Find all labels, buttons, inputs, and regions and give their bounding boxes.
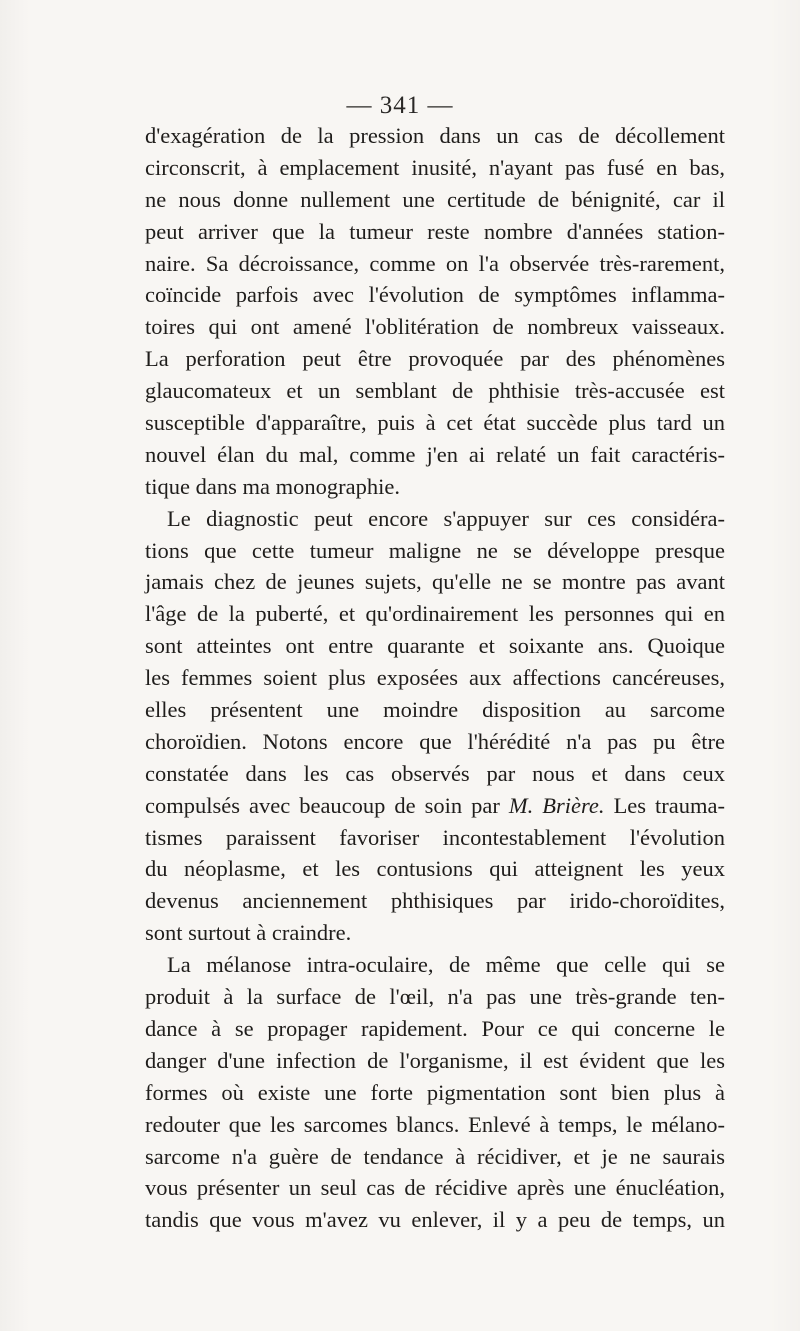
text-line: susceptible d'apparaître, puis à cet état succède plus tard un bbox=[145, 410, 725, 436]
text-line: naire. Sa décroissance, comme on l'a observée très-rarement, bbox=[145, 250, 725, 276]
text-line bbox=[145, 790, 725, 822]
text-line: peut arriver que la tumeur reste nombre d'années station- bbox=[145, 218, 725, 244]
text-line: redouter que les sarcomes blancs. Enlevé à temps, le mélano- bbox=[145, 1111, 725, 1137]
text-line: circonscrit, à emplacement inusité, n'ayant pas fusé en bas, bbox=[145, 154, 725, 180]
text-line: danger d'une infection de l'organisme, il est évident que les bbox=[145, 1047, 725, 1073]
body-text bbox=[145, 120, 725, 1236]
text-line: choroïdien. Notons encore que l'hérédité n'a pas pu être bbox=[145, 728, 725, 754]
text-line: sont surtout à craindre. bbox=[145, 920, 352, 946]
text-line: La perforation peut être provoquée par des phénomènes bbox=[145, 346, 725, 372]
text-line: sarcome n'a guère de tendance à récidiver, et je ne saurais bbox=[145, 1143, 725, 1169]
text-line: vous présenter un seul cas de récidive après une énucléation, bbox=[145, 1175, 725, 1201]
text-line: nouvel élan du mal, comme j'en ai relaté un fait caractéris- bbox=[145, 441, 725, 467]
text-line: l'âge de la puberté, et qu'ordinairement les personnes qui en bbox=[145, 601, 725, 627]
text-line: tions que cette tumeur maligne ne se développe presque bbox=[145, 537, 725, 563]
text-line: devenus anciennement phthisiques par irido-choroïdites, bbox=[145, 888, 725, 914]
text-line: produit à la surface de l'œil, n'a pas une très-grande ten- bbox=[145, 984, 725, 1010]
text-line: les femmes soient plus exposées aux affections cancéreuses, bbox=[145, 665, 725, 691]
text-line: elles présentent une moindre disposition au sarcome bbox=[145, 697, 725, 723]
text-line: sont atteintes ont entre quarante et soixante ans. Quoique bbox=[145, 633, 725, 659]
page-number: — 341 — bbox=[346, 92, 454, 119]
text-line: tandis que vous m'avez vu enlever, il y a peu de temps, un bbox=[145, 1207, 725, 1233]
text-line: glaucomateux et un semblant de phthisie très-accusée est bbox=[145, 378, 725, 404]
text-line: du néoplasme, et les contusions qui atteignent les yeux bbox=[145, 856, 725, 882]
text-line: constatée dans les cas observés par nous et dans ceux bbox=[145, 760, 725, 786]
text-line: tismes paraissent favoriser incontestablement l'évolution bbox=[145, 824, 725, 850]
text-fragment: compulsés avec beaucoup de soin par bbox=[145, 792, 500, 818]
text-line: jamais chez de jeunes sujets, qu'elle ne se montre pas avant bbox=[145, 569, 725, 595]
text-fragment: Les trauma- bbox=[613, 792, 726, 818]
text-line: formes où existe une forte pigmentation sont bien plus à bbox=[145, 1079, 725, 1105]
text-line: Le diagnostic peut encore s'appuyer sur ces considéra- bbox=[167, 505, 725, 531]
author-name: M. Brière. bbox=[508, 792, 605, 818]
text-line: coïncide parfois avec l'évolution de symptômes inflamma- bbox=[145, 282, 725, 308]
text-line: ne nous donne nullement une certitude de bénignité, car il bbox=[145, 186, 725, 212]
text-line: toires qui ont amené l'oblitération de nombreux vaisseaux. bbox=[145, 314, 725, 340]
text-line: tique dans ma monographie. bbox=[145, 473, 400, 499]
text-line: d'exagération de la pression dans un cas de décollement bbox=[145, 123, 725, 148]
text-line: La mélanose intra-oculaire, de même que celle qui se bbox=[167, 952, 725, 978]
text-line: dance à se propager rapidement. Pour ce qui concerne le bbox=[145, 1015, 725, 1041]
